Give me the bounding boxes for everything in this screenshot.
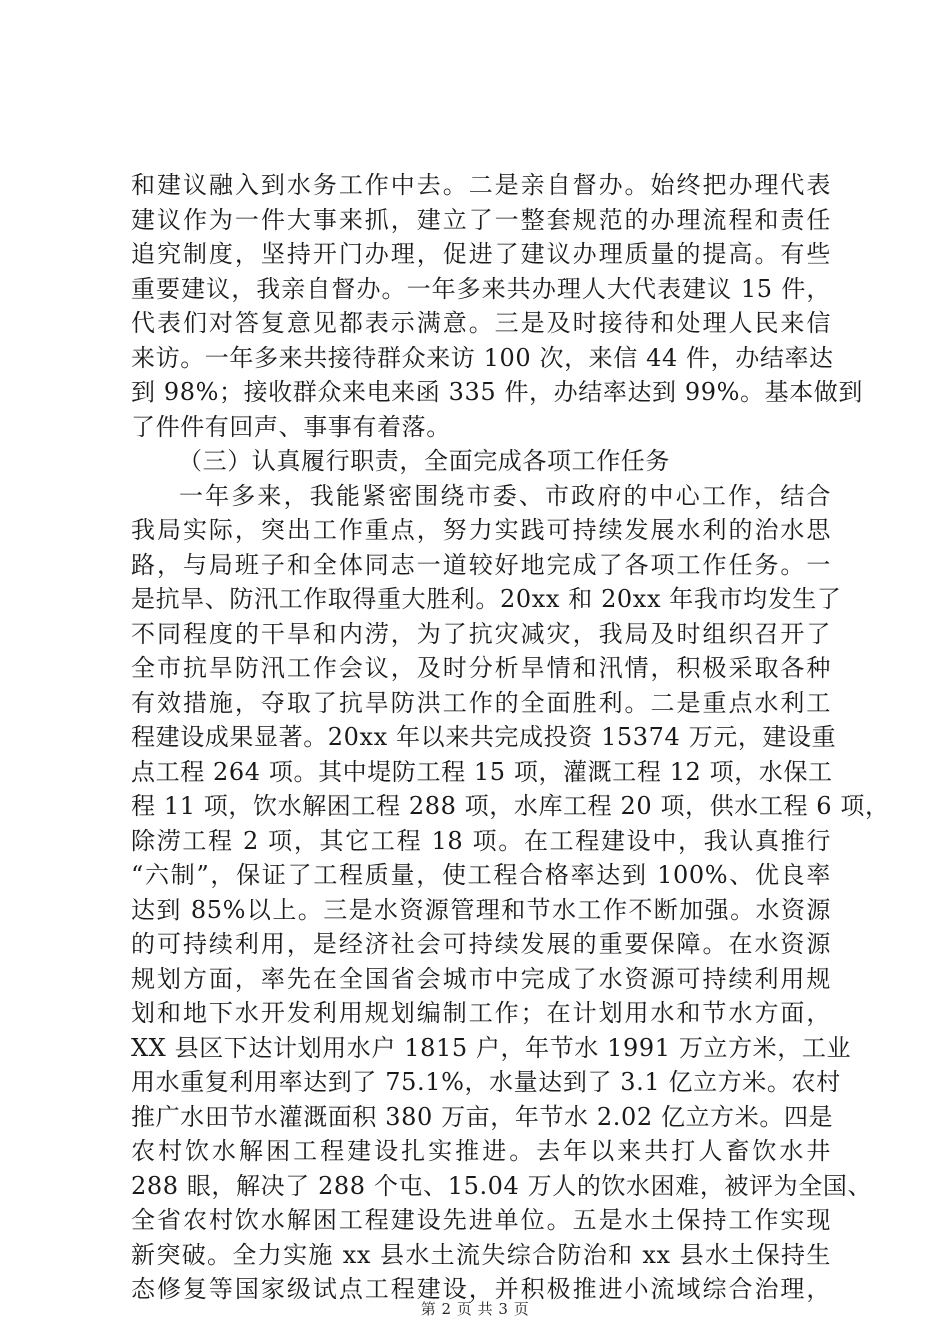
text-line: 态修复等国家级试点工程建设，并积极推进小流域综合治理， [131, 1275, 831, 1303]
text-line: 用水重复利用率达到了 75.1%，水量达到了 3.1 亿立方米。农村 [131, 1068, 841, 1096]
text-line: 到 98%；接收群众来电来函 335 件，办结率达到 99%。基本做到 [131, 378, 864, 406]
text-line: 288 眼，解决了 288 个屯、15.04 万人的饮水困难，被评为全国、 [131, 1171, 873, 1200]
text-line: 路，与局班子和全体同志一道较好地完成了各项工作任务。一 [131, 550, 831, 579]
text-line: 点工程 264 项。其中堤防工程 15 项，灌溉工程 12 项，水保工 [131, 757, 833, 786]
text-line: 追究制度，坚持开门办理，促进了建议办理质量的提高。有些 [131, 240, 831, 268]
body-text [131, 168, 890, 1307]
text-line: 推广水田节水灌溉面积 380 万亩，年节水 2.02 亿立方米。四是 [131, 1102, 834, 1131]
text-line: 重要建议，我亲自督办。一年多来共办理人大代表建议 15 件， [131, 274, 831, 303]
text-line: 新突破。全力实施 xx 县水土流失综合防治和 xx 县水土保持生 [131, 1240, 831, 1269]
text-line: 规划方面，率先在全国省会城市中完成了水资源可持续利用规 [131, 964, 831, 993]
text-line: 和建议融入到水务工作中去。二是亲自督办。始终把办理代表 [131, 171, 831, 199]
text-line: 划和地下水开发利用规划编制工作；在计划用水和节水方面， [131, 999, 831, 1027]
text-line: 是抗旱、防汛工作取得重大胜利。20xx 和 20xx 年我市均发生了 [131, 585, 842, 613]
text-line: 我局实际，突出工作重点，努力实践可持续发展水利的治水思 [131, 516, 831, 544]
text-line: XX 县区下达计划用水户 1815 户，年节水 1991 万立方米，工业 [131, 1033, 852, 1062]
text-line: 达到 85%以上。三是水资源管理和节水工作不断加强。水资源 [131, 895, 831, 924]
section-heading: （三）认真履行职责，全面完成各项工作任务 [178, 447, 670, 475]
text-line: 有效措施，夺取了抗旱防洪工作的全面胜利。二是重点水利工 [131, 688, 831, 717]
text-line: “六制”，保证了工程质量，使工程合格率达到 100%、优良率 [131, 861, 831, 889]
text-line: 一年多来，我能紧密围绕市委、市政府的中心工作，结合 [179, 481, 831, 510]
text-line: 不同程度的干旱和内涝，为了抗灾减灾，我局及时组织召开了 [131, 619, 831, 648]
text-line: 全市抗旱防汛工作会议，及时分析旱情和汛情，积极采取各种 [131, 654, 831, 682]
text-line: 程 11 项，饮水解困工程 288 项，水库工程 20 项，供水工程 6 项， [131, 792, 890, 820]
text-line: 农村饮水解困工程建设扎实推进。去年以来共打人畜饮水井 [131, 1137, 831, 1165]
text-line: 程建设成果显著。20xx 年以来共完成投资 15374 万元，建设重 [131, 723, 837, 751]
text-line: 了件件有回声、事事有着落。 [131, 412, 451, 441]
page-footer: 第 2 页 共 3 页 [420, 1300, 530, 1318]
text-line: 来访。一年多来共接待群众来访 100 次，来信 44 件，办结率达 [131, 343, 834, 372]
text-line: 建议作为一件大事来抓，建立了一整套规范的办理流程和责任 [131, 205, 831, 234]
text-line: 全省农村饮水解困工程建设先进单位。五是水土保持工作实现 [131, 1206, 831, 1234]
text-line: 的可持续利用，是经济社会可持续发展的重要保障。在水资源 [131, 930, 831, 958]
text-line: 代表们对答复意见都表示满意。三是及时接待和处理人民来信 [131, 309, 831, 337]
text-line: 除涝工程 2 项，其它工程 18 项。在工程建设中，我认真推行 [131, 826, 831, 855]
